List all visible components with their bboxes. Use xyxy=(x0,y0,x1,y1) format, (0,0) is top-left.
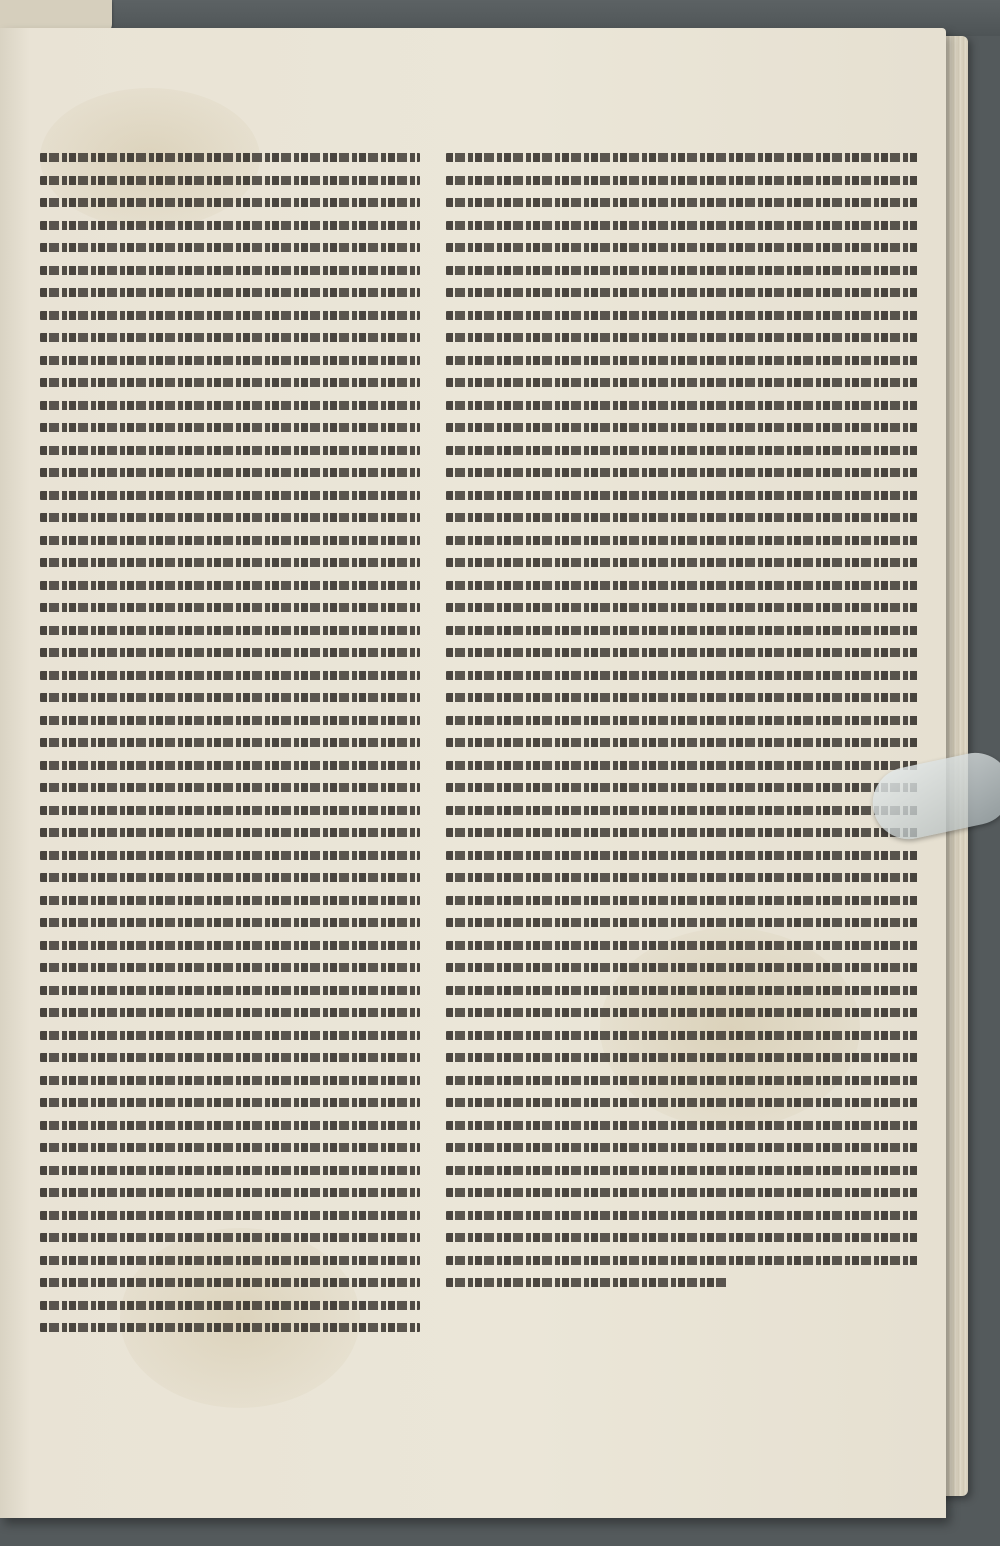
text-line xyxy=(40,709,420,732)
text-line xyxy=(40,664,420,687)
text-line xyxy=(446,1159,918,1182)
running-head-right xyxy=(444,114,914,140)
text-line xyxy=(446,461,918,484)
text-line xyxy=(40,214,420,237)
text-line xyxy=(40,574,420,597)
text-line xyxy=(40,529,420,552)
text-line xyxy=(40,889,420,912)
text-line xyxy=(446,1114,918,1137)
text-line xyxy=(446,371,918,394)
text-line xyxy=(40,1114,420,1137)
text-line xyxy=(40,1024,420,1047)
text-line xyxy=(446,191,918,214)
text-line xyxy=(40,146,420,169)
text-line xyxy=(446,889,918,912)
text-line xyxy=(446,259,918,282)
text-line xyxy=(446,236,918,259)
text-line xyxy=(40,1046,420,1069)
text-line xyxy=(40,641,420,664)
text-line xyxy=(40,1136,420,1159)
text-line xyxy=(446,686,918,709)
text-line xyxy=(446,484,918,507)
text-line xyxy=(446,416,918,439)
text-line xyxy=(40,1069,420,1092)
text-line xyxy=(446,731,918,754)
text-line xyxy=(446,844,918,867)
text-line xyxy=(40,596,420,619)
text-line xyxy=(446,326,918,349)
text-line xyxy=(40,1226,420,1249)
text-line xyxy=(40,799,420,822)
text-line xyxy=(40,551,420,574)
text-line xyxy=(40,326,420,349)
text-line xyxy=(446,1249,918,1272)
text-line xyxy=(40,1091,420,1114)
text-line xyxy=(40,371,420,394)
text-line xyxy=(446,349,918,372)
text-line xyxy=(40,686,420,709)
text-line xyxy=(40,911,420,934)
text-line xyxy=(40,1316,420,1339)
text-line xyxy=(446,169,918,192)
text-line xyxy=(40,821,420,844)
text-line xyxy=(446,979,918,1002)
catchword-left xyxy=(40,1356,110,1382)
text-line xyxy=(446,506,918,529)
text-line xyxy=(446,439,918,462)
text-line xyxy=(446,641,918,664)
text-line xyxy=(446,956,918,979)
text-line xyxy=(40,416,420,439)
text-line xyxy=(40,484,420,507)
text-line xyxy=(446,1046,918,1069)
text-line xyxy=(40,304,420,327)
text-line xyxy=(40,394,420,417)
text-line xyxy=(446,214,918,237)
text-column-right xyxy=(446,146,918,1294)
text-line xyxy=(446,281,918,304)
text-line xyxy=(40,281,420,304)
text-line xyxy=(446,799,918,822)
text-line xyxy=(446,596,918,619)
text-line xyxy=(446,304,918,327)
text-line xyxy=(40,1181,420,1204)
text-line xyxy=(446,934,918,957)
text-line xyxy=(446,776,918,799)
text-line xyxy=(40,1294,420,1317)
text-line xyxy=(40,236,420,259)
text-line xyxy=(40,844,420,867)
text-line xyxy=(446,1226,918,1249)
running-head-left xyxy=(42,114,412,140)
text-line xyxy=(40,866,420,889)
text-line xyxy=(40,619,420,642)
text-line xyxy=(40,934,420,957)
catchword-right xyxy=(452,1332,512,1358)
chapter-title xyxy=(500,1302,710,1336)
text-line xyxy=(40,349,420,372)
text-line xyxy=(40,461,420,484)
text-line xyxy=(446,821,918,844)
text-line xyxy=(446,1181,918,1204)
text-line xyxy=(40,1204,420,1227)
text-line xyxy=(446,394,918,417)
text-line xyxy=(40,1249,420,1272)
text-line xyxy=(446,551,918,574)
text-line xyxy=(446,1024,918,1047)
text-line xyxy=(446,146,918,169)
text-line xyxy=(40,1271,420,1294)
text-line xyxy=(40,956,420,979)
text-line xyxy=(446,1271,918,1294)
text-line xyxy=(446,1204,918,1227)
text-line xyxy=(40,506,420,529)
text-line xyxy=(40,169,420,192)
text-line xyxy=(446,709,918,732)
text-line xyxy=(40,754,420,777)
text-line xyxy=(446,754,918,777)
text-line xyxy=(446,1091,918,1114)
text-line xyxy=(446,1069,918,1092)
text-line xyxy=(40,979,420,1002)
text-line xyxy=(446,574,918,597)
text-line xyxy=(40,259,420,282)
text-line xyxy=(40,1001,420,1024)
text-line xyxy=(446,529,918,552)
text-line xyxy=(40,439,420,462)
text-column-left xyxy=(40,146,420,1352)
text-line xyxy=(446,911,918,934)
text-line xyxy=(446,1001,918,1024)
text-line xyxy=(446,619,918,642)
text-line xyxy=(40,1159,420,1182)
text-line xyxy=(446,664,918,687)
text-line xyxy=(446,866,918,889)
text-line xyxy=(40,191,420,214)
text-line xyxy=(40,731,420,754)
text-line xyxy=(40,776,420,799)
text-line xyxy=(446,1136,918,1159)
